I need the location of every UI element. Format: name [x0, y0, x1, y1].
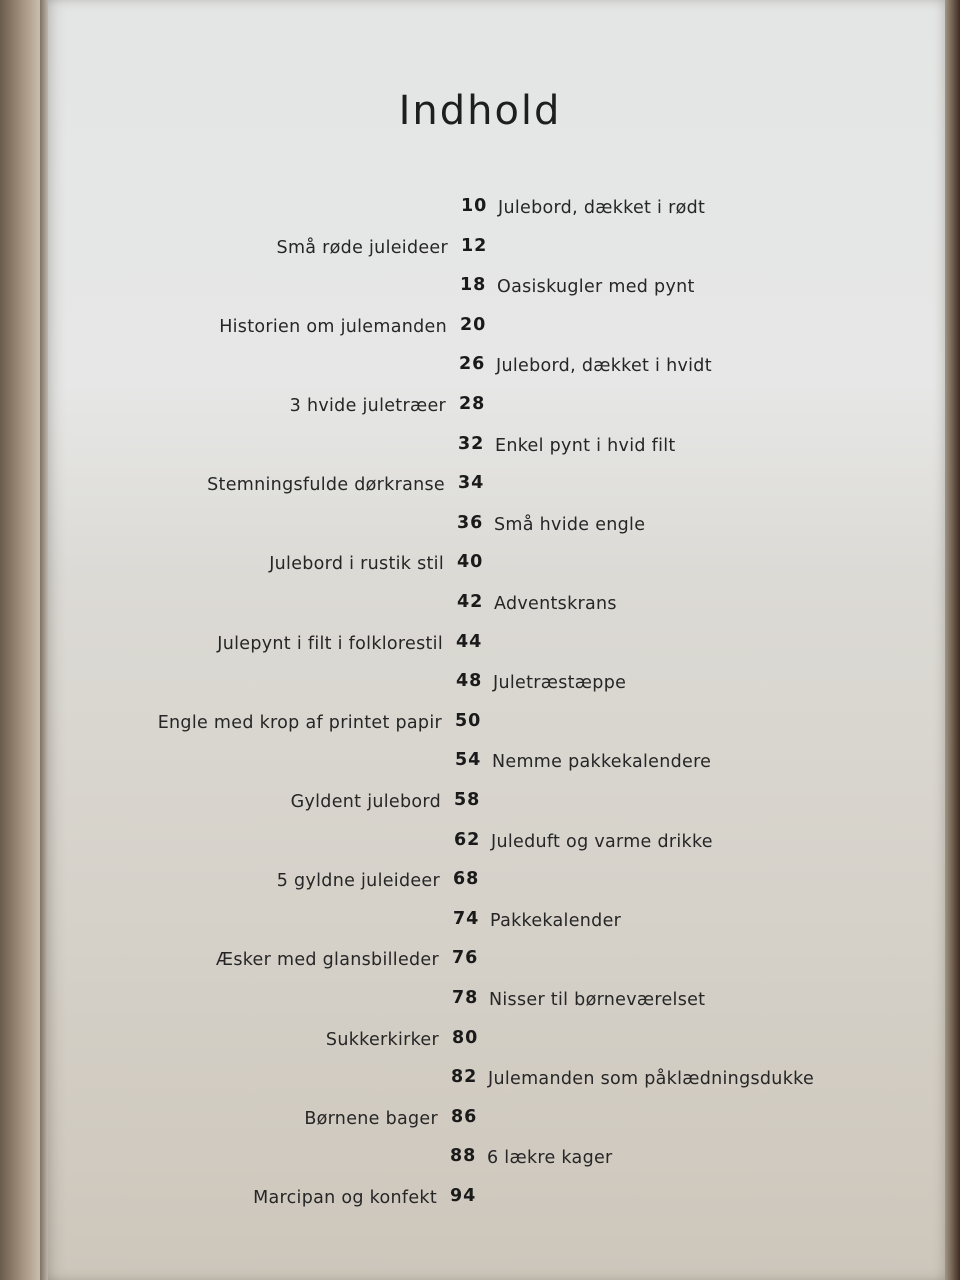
- toc-entry-title: Engle med krop af printet papir: [157, 712, 442, 733]
- toc-entry: [0, 434, 957, 464]
- toc-entry-title: Julebord, dækket i hvidt: [496, 356, 712, 377]
- toc-entry: [0, 711, 954, 741]
- toc-page-number: 78: [452, 988, 479, 1008]
- toc-entry: [0, 909, 952, 939]
- toc-page-number: 28: [459, 394, 486, 414]
- toc-page-number: 12: [461, 235, 488, 256]
- toc-page-number: 42: [457, 592, 484, 612]
- toc-entry-title: Børnene bager: [304, 1108, 438, 1129]
- toc-entry: [0, 196, 960, 226]
- toc-entry-title: Nemme pakkekalendere: [492, 752, 712, 773]
- toc-entry: [0, 988, 951, 1018]
- toc-entry: [0, 632, 955, 662]
- toc-entry: [0, 1186, 949, 1216]
- toc-page-number: 86: [451, 1106, 478, 1127]
- toc-entry: [0, 315, 959, 345]
- toc-entry-title: Juleduft og varme drikke: [491, 831, 713, 852]
- toc-entry-title: Julebord i rustik stil: [269, 554, 444, 575]
- toc-page-number: 94: [450, 1186, 477, 1206]
- toc-entry-title: Enkel pynt i hvid filt: [495, 435, 676, 456]
- toc-entry-title: Æsker med glansbilleder: [215, 950, 439, 971]
- toc-entry: [0, 790, 953, 820]
- toc-page-number: 74: [453, 908, 480, 929]
- toc-entry: [0, 394, 958, 424]
- toc-page-number: 36: [457, 512, 484, 533]
- toc-entry-title: Gyldent julebord: [290, 792, 441, 812]
- toc-page-number: 58: [454, 790, 481, 810]
- toc-entry-title: Små hvide engle: [494, 514, 646, 535]
- toc-entry: [0, 1028, 951, 1058]
- toc-page-number: 40: [457, 552, 484, 573]
- toc-entry: [0, 275, 959, 305]
- toc-entry: [0, 1146, 949, 1176]
- toc-page-number: 80: [452, 1027, 479, 1048]
- toc-entry-title: Julemanden som påklædningsdukke: [488, 1069, 815, 1090]
- toc-entry: [0, 354, 958, 384]
- toc-entry-title: 6 lækre kager: [487, 1148, 613, 1169]
- toc-entry-title: 5 gyldne juleideer: [276, 871, 440, 892]
- toc-page-number: 34: [458, 473, 485, 494]
- toc-page-number: 26: [459, 354, 486, 375]
- toc-entry: [0, 671, 955, 701]
- toc-page-number: 54: [455, 750, 482, 771]
- page-title: Indhold: [398, 88, 562, 134]
- toc-entry-title: Julebord, dækket i rødt: [498, 198, 706, 218]
- toc-entry: [0, 513, 956, 543]
- toc-page-number: 76: [452, 948, 479, 969]
- toc-page-number: 10: [461, 196, 488, 216]
- toc-entry-title: Små røde juleideer: [276, 237, 448, 258]
- toc-page-number: 62: [454, 829, 481, 850]
- toc-page-number: 44: [456, 631, 483, 652]
- toc-page-number: 88: [450, 1146, 477, 1167]
- toc-entry: [0, 473, 957, 503]
- toc-entry-title: Stemningsfulde dørkranse: [207, 475, 445, 496]
- toc-entry: [0, 236, 960, 266]
- toc-entry: [0, 830, 953, 860]
- toc-page-number: 48: [456, 671, 483, 692]
- toc-entry-title: Historien om julemanden: [219, 316, 447, 337]
- toc-page-number: 18: [460, 275, 487, 296]
- toc-entry-title: 3 hvide juletræer: [289, 396, 446, 416]
- toc-entry-title: Adventskrans: [494, 594, 617, 614]
- toc-page-number: 20: [460, 314, 487, 335]
- toc-entry-title: Julepynt i filt i folklorestil: [217, 633, 443, 654]
- toc-entry-title: Marcipan og konfekt: [253, 1188, 437, 1208]
- toc-entry: [0, 869, 952, 899]
- toc-entry: [0, 1067, 950, 1097]
- toc-page-number: 50: [455, 710, 482, 731]
- toc-page-number: 32: [458, 433, 485, 454]
- toc-entry: [0, 948, 951, 978]
- toc-entry: [0, 592, 956, 622]
- toc-entry: [0, 750, 954, 780]
- toc-page-number: 68: [453, 869, 480, 890]
- toc-entry-title: Nisser til børneværelset: [489, 990, 706, 1010]
- toc-entry: [0, 1107, 950, 1137]
- toc-entry-title: Sukkerkirker: [325, 1029, 439, 1050]
- toc-entry-title: Oasiskugler med pynt: [497, 277, 695, 298]
- toc-page-number: 82: [451, 1067, 478, 1088]
- toc-entry-title: Pakkekalender: [490, 910, 622, 931]
- toc-entry: [0, 552, 956, 582]
- toc-entry-title: Juletræstæppe: [493, 673, 627, 694]
